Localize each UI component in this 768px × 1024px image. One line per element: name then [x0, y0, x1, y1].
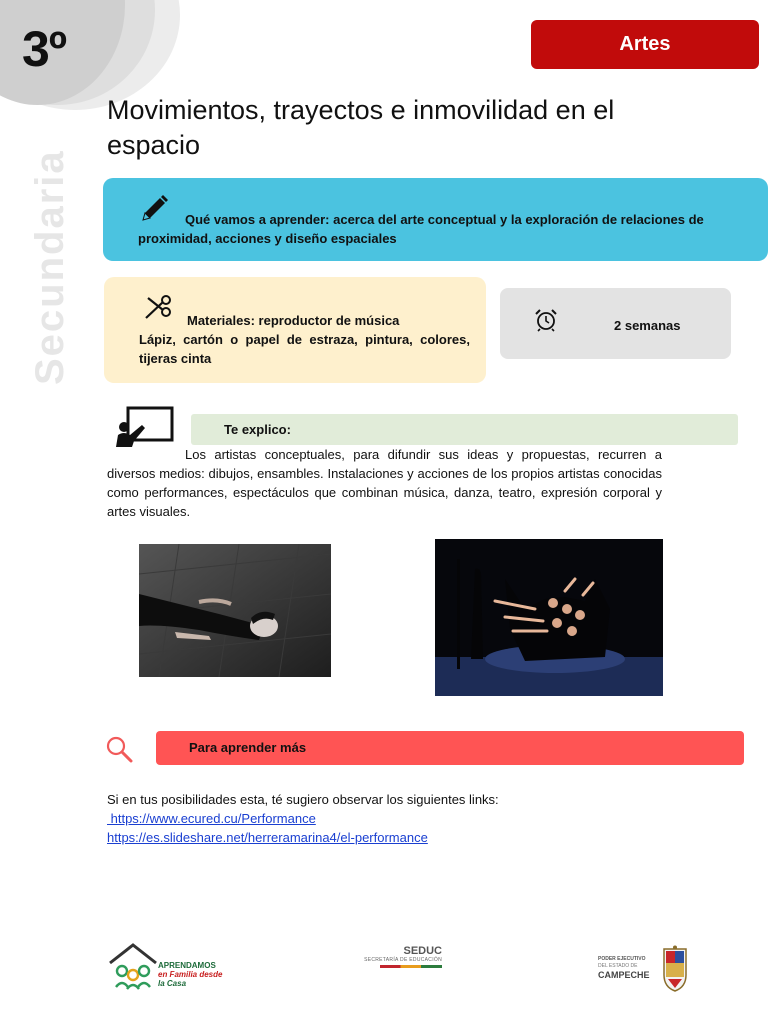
aprendamos-text-2: en Familia desde [158, 970, 223, 979]
learn-more-label: Para aprender más [189, 740, 307, 755]
materials-line-2: Lápiz, cartón o papel de estraza, pintura, colores, tijeras cinta [139, 332, 470, 366]
aprendamos-text-1: APRENDAMOS [158, 961, 216, 970]
level-label: Secundaria [28, 149, 72, 385]
seduc-logo [350, 945, 442, 977]
learn-more-bar [156, 731, 744, 765]
learn-box [103, 178, 768, 261]
teacher-board-icon [114, 405, 176, 449]
alarm-clock-icon [534, 308, 558, 332]
materials-box [104, 277, 486, 383]
link-ecured[interactable]: https://www.ecured.cu/Performance [107, 811, 316, 826]
campeche-shield-icon [658, 945, 692, 993]
campeche-logo [598, 943, 698, 995]
subject-badge: Artes [531, 20, 759, 69]
performance-photo-floor [139, 544, 331, 677]
campeche-text-1: PODER EJECUTIVO [598, 956, 646, 962]
materials-text [139, 311, 470, 368]
search-icon [104, 734, 134, 764]
time-box [500, 288, 731, 359]
seduc-text: SEDUC [403, 945, 442, 957]
learn-text-content: Qué vamos a aprender: acerca del arte conceptual y la exploración de relaciones de proximidad, acciones y diseño espaciales [138, 212, 704, 246]
house-family-icon [108, 941, 158, 993]
materials-line-1: Materiales: reproductor de música [187, 313, 400, 328]
seduc-stripe [380, 965, 442, 968]
performance-photo-dancers [435, 539, 663, 696]
grade-label: 3º [22, 21, 67, 77]
aprendamos-logo [108, 941, 230, 993]
seduc-subtext: SECRETARÍA DE EDUCACIÓN [364, 957, 442, 963]
campeche-text-2: DEL ESTADO DE [598, 963, 638, 969]
links-intro: Si en tus posibilidades esta, té sugiero observar los siguientes links: [107, 792, 499, 807]
page-title: Movimientos, trayectos e inmovilidad en el espacio [107, 95, 615, 160]
duration-label: 2 semanas [614, 318, 681, 333]
learn-text [138, 210, 738, 248]
aprendamos-text-3: la Casa [158, 979, 187, 988]
campeche-text-3: CAMPECHE [598, 970, 650, 980]
explain-label: Te explico: [224, 422, 291, 437]
explain-body [107, 445, 662, 521]
links-block [107, 790, 707, 847]
explain-bar [191, 414, 738, 445]
link-slideshare[interactable]: https://es.slideshare.net/herreramarina4/el-performance [107, 830, 428, 845]
explain-body-text: Los artistas conceptuales, para difundir sus ideas y propuestas, recurren a diversos medios: dibujos, ensambles. Instalaciones y acciones de los propios artistas conocidas como performances, espectáculos que combinan música, danza, teatro, expresión corporal y artes visuales. [107, 447, 662, 519]
